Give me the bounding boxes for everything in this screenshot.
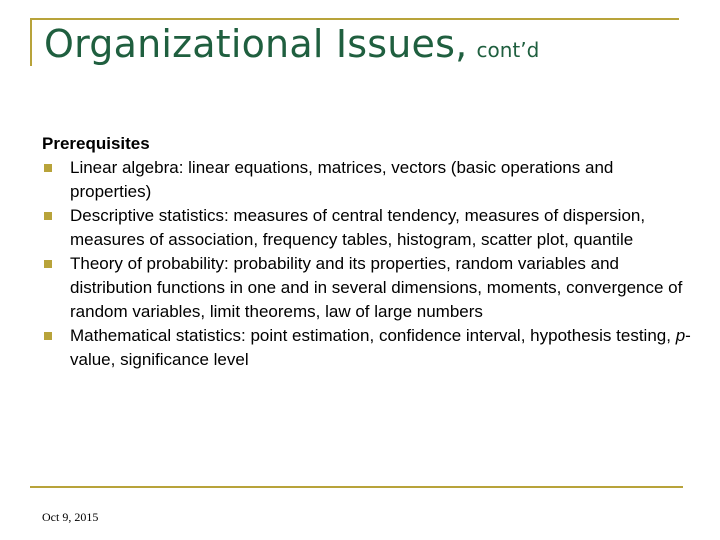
footer-line xyxy=(30,486,683,488)
title-frame-left-line xyxy=(30,18,32,66)
footer-date: Oct 9, 2015 xyxy=(42,510,99,524)
slide-title xyxy=(44,22,539,66)
bullet-text: Linear algebra: linear equations, matrices, vectors (basic operations and properties) xyxy=(70,158,614,201)
list-item xyxy=(42,204,692,252)
list-item xyxy=(42,252,692,324)
title-frame-top-line xyxy=(30,18,679,20)
square-bullet-icon xyxy=(44,332,52,340)
square-bullet-icon xyxy=(44,260,52,268)
square-bullet-icon xyxy=(44,212,52,220)
slide-title-main: Organizational Issues, xyxy=(44,22,468,66)
bullet-text: Descriptive statistics: measures of central tendency, measures of dispersion, measures of association, frequency tables, histogram, scatter plot, quantile xyxy=(70,206,646,249)
slide-title-suffix: cont’d xyxy=(476,38,540,62)
list-item xyxy=(42,324,692,372)
square-bullet-icon xyxy=(44,164,52,172)
bullet-text: Theory of probability: probability and its properties, random variables and distribution functions in one and in several dimensions, moments, convergence of random variables, limit theorems, law of large numbers xyxy=(70,254,683,321)
section-heading: Prerequisites xyxy=(42,134,150,153)
slide-content xyxy=(42,132,692,372)
list-item xyxy=(42,156,692,204)
bullet-list xyxy=(42,156,692,372)
bullet-text-italic: p xyxy=(675,326,686,345)
bullet-text: -value, significance level xyxy=(70,326,691,369)
bullet-text: Mathematical statistics: point estimation, confidence interval, hypothesis testing, xyxy=(70,326,676,345)
